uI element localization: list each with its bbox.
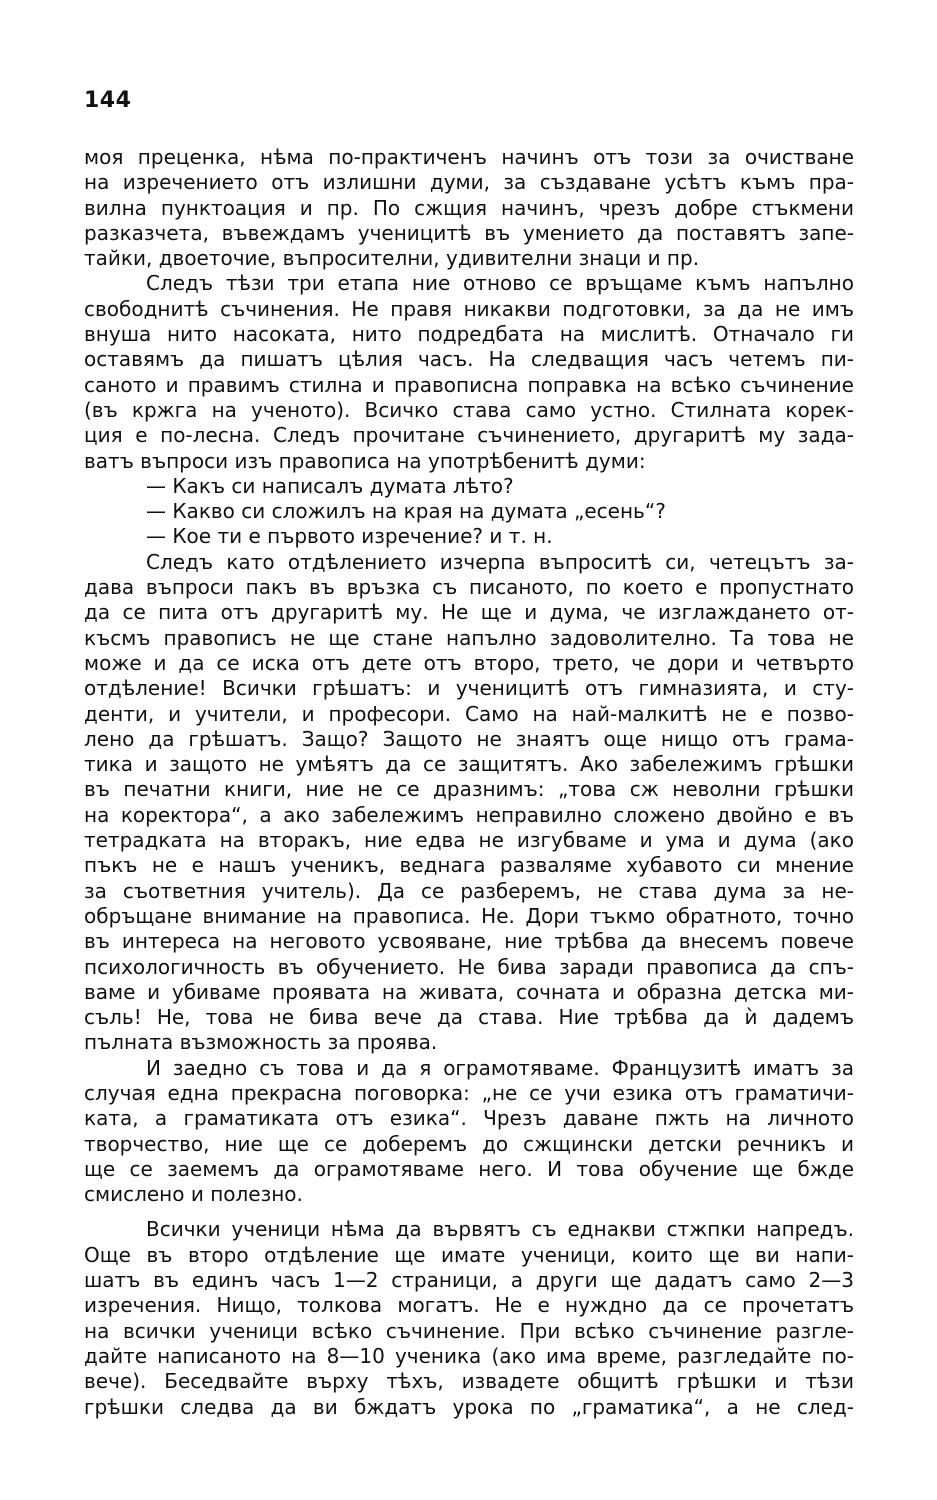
text-line: ватъ въпроси изъ правописа на употрѣбенитѣ думи: (84, 448, 646, 473)
text-line: ваме и убиваме проявата на живата, сочната и образна детска ми- (84, 979, 854, 1004)
paragraph (84, 1217, 854, 1419)
text-line: И заедно съ това и да я ограмотяваме. Французитѣ иматъ за (146, 1055, 854, 1080)
text-line: за съответния учитель). Да се разберемъ, не става дума за не- (84, 878, 854, 903)
text-line: може и да се иска отъ дете отъ второ, трето, че дори и четвърто (84, 650, 854, 675)
text-line: ция е по-лесна. Следъ прочитане съчинението, другаритѣ му зада- (84, 423, 854, 448)
text-line: Следъ тѣзи три етапа ние отново се връщаме къмъ напълно (146, 271, 854, 296)
text-line: да се пита отъ другаритѣ му. Не ще и дума, че изглаждането от- (84, 600, 854, 625)
text-line: пълната възможность за проява. (84, 1030, 438, 1055)
text-line: смислено и полезно. (84, 1182, 303, 1207)
dialogue-line: — Кое ти е първото изречение? и т. н. (146, 524, 553, 549)
text-line: творчество, ние ще се доберемъ до сжщински детски речникъ и (84, 1131, 854, 1156)
text-line: отдѣление! Всички грѣшатъ: и ученицитѣ отъ гимназията, и сту- (84, 676, 854, 701)
text-line: случая една прекрасна поговорка: „не се учи езика отъ граматичи- (84, 1080, 854, 1105)
text-line: въ печатни книги, ние не се дразнимъ: „това сж неволни грѣшки (84, 777, 854, 802)
text-line: въ интереса на неговото усвояване, ние трѣбва да внесемъ повече (84, 929, 854, 954)
text-line: дайте написаното на 8—10 ученика (ако има време, разгледайте по- (84, 1343, 854, 1368)
text-line: Следъ като отдѣлението изчерпа въпроситѣ си, четецътъ за- (146, 549, 854, 574)
text-line: свободнитѣ съчинения. Не правя никакви подготовки, за да не имъ (84, 296, 854, 321)
text-line: тетрадката на вторакъ, ние едва не изгубваме и ума и дума (ако (84, 828, 854, 853)
text-line: оставямъ да пишатъ цѣлия часъ. На следващия часъ четемъ пи- (84, 347, 854, 372)
text-line: вече). Беседвайте върху тѣхъ, извадете общитѣ грѣшки и тѣзи (84, 1369, 854, 1394)
text-line: моя преценка, нѣма по-практиченъ начинъ отъ този за очистване (84, 145, 854, 169)
text-line: обръщане внимание на правописа. Не. Дори тъкмо обратното, точно (84, 903, 854, 928)
paragraph (84, 550, 854, 1056)
text-line: дава въпроси пакъ въ връзка съ писаното, по което е пропустнато (84, 575, 854, 600)
text-line: ката, а граматиката отъ езика“. Чрезъ даване пжть на личното (84, 1106, 854, 1131)
text-line: грѣшки следва да ви бждатъ урока по „граматика“, а не след- (84, 1394, 854, 1419)
text-line: на всички ученици всѣко съчинение. При всѣко съчинение разгле- (84, 1318, 854, 1343)
text-line: саното и правимъ стилна и правописна поправка на всѣко съчинение (84, 372, 854, 397)
paragraph-gap (84, 1207, 854, 1217)
body-text (84, 145, 854, 1420)
text-line: внуша нито насоката, нито подредбата на мислитѣ. Отначало ги (84, 322, 854, 347)
dialogue-line: — Какъ си написалъ думата лѣто? (146, 473, 514, 498)
text-line: на коректора“, а ако забележимъ неправилно сложено двойно е въ (84, 802, 854, 827)
text-line: късмъ правописъ не ще стане напълно задоволително. Та това не (84, 625, 854, 650)
text-line: тика и защото не умѣятъ да се защитятъ. Ако забележимъ грѣшки (84, 752, 854, 777)
text-line: тайки, двоеточие, въпросителни, удивителни знаци и пр. (84, 246, 700, 271)
text-line: пъкъ не е нашъ ученикъ, веднага разваляме хубавото си мнение (84, 853, 854, 878)
text-line: психологичность въ обучението. Не бива заради правописа да спъ- (84, 954, 854, 979)
text-line: шатъ въ единъ часъ 1—2 страници, а други ще дадатъ само 2—3 (84, 1268, 854, 1293)
text-line: разказчета, въвеждамъ ученицитѣ въ умението да поставятъ запе- (84, 220, 854, 245)
text-line: ще се заемемъ да ограмотяваме него. И това обучение ще бжде (84, 1156, 854, 1181)
text-line: денти, и учители, и професори. Само на най-малкитѣ не е позво- (84, 701, 854, 726)
text-line: съль! Не, това не бива вече да става. Ние трѣбва да ѝ дадемъ (84, 1005, 854, 1030)
paragraph (84, 1056, 854, 1208)
text-line: изречения. Нищо, толкова могатъ. Не е нуждно да се прочетатъ (84, 1293, 854, 1318)
paragraph (84, 271, 854, 473)
text-line: Всички ученици нѣма да вървятъ съ еднакви стжпки напредъ. (146, 1217, 854, 1242)
paragraph (84, 145, 854, 271)
dialogue-line: — Какво си сложилъ на края на думата „есень“? (146, 499, 666, 524)
text-line: лено да грѣшатъ. Защо? Защото не знаятъ още нищо отъ грама- (84, 726, 854, 751)
page-number: 144 (84, 88, 132, 113)
text-line: на изречението отъ излишни думи, за създаване усѣтъ къмъ пра- (84, 170, 854, 195)
text-line: Още въ второ отдѣление ще имате ученици, които ще ви напи- (84, 1242, 854, 1267)
text-line: вилна пунктоация и пр. По сжщия начинъ, чрезъ добре стъкмени (84, 195, 854, 220)
text-line: (въ кржга на ученото). Всичко става само устно. Стилната корек- (84, 397, 854, 422)
